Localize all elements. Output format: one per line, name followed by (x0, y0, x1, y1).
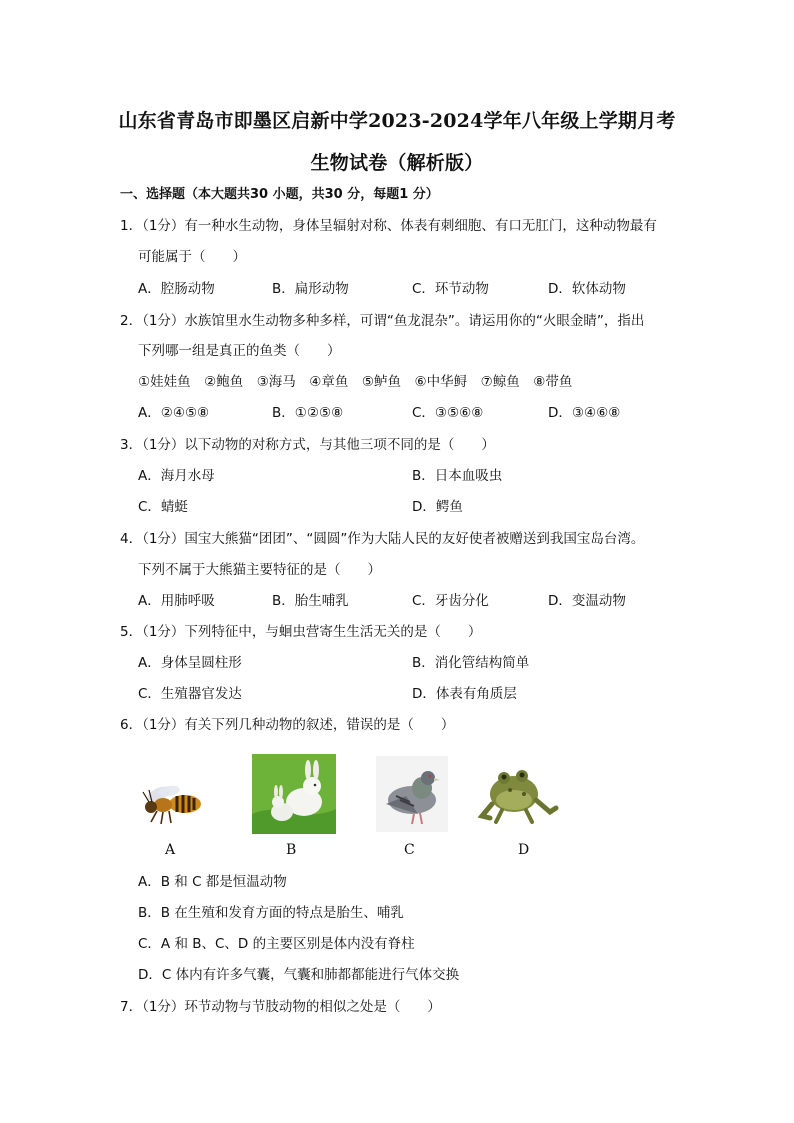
q3-option-c: C．蜻蜓 (138, 499, 188, 515)
q2-option-c: C．③⑤⑥⑧ (412, 405, 484, 421)
q5-option-a: A．身体呈圆柱形 (138, 655, 242, 671)
q3-option-b: B．日本血吸虫 (412, 468, 503, 484)
image-caption-c: C (404, 842, 415, 858)
q1-option-b: B．扁形动物 (272, 281, 349, 297)
q1-line-1: 1．（1分）有一种水生动物，身体呈辐射对称、体表有刺细胞、有口无肛门，这种动物最有 (120, 218, 657, 234)
q2-option-a: A．②④⑤⑧ (138, 405, 210, 421)
q2-line-3: ①娃娃鱼 ②鲍鱼 ③海马 ④章鱼 ⑤鲈鱼 ⑥中华鲟 ⑦鲸鱼 ⑧带鱼 (138, 374, 573, 390)
q1-option-a: A．腔肠动物 (138, 281, 215, 297)
pigeon-image (376, 756, 448, 832)
bee-image (137, 778, 209, 828)
q6-option-c: C．A 和 B、C、D 的主要区别是体内没有脊柱 (138, 936, 415, 952)
q3-option-d: D．鳄鱼 (412, 499, 463, 515)
q1-line-2: 可能属于（ ） (138, 249, 246, 265)
q4-option-c: C．牙齿分化 (412, 593, 489, 609)
image-caption-b: B (286, 842, 297, 858)
q6-option-d: D．C 体内有许多气囊，气囊和肺都都能进行气体交换 (138, 967, 460, 983)
q4-option-b: B．胎生哺乳 (272, 593, 349, 609)
title-line-2: 生物试卷（解析版） (310, 152, 484, 174)
q2-line-2: 下列哪一组是真正的鱼类（ ） (138, 343, 341, 359)
image-caption-d: D (518, 842, 530, 858)
q2-line-1: 2．（1分）水族馆里水生动物多种多样，可谓“鱼龙混杂”。请运用你的“火眼金睛”，指出 (120, 313, 645, 329)
q4-line-2: 下列不属于大熊猫主要特征的是（ ） (138, 562, 381, 578)
q7-line-1: 7．（1分）环节动物与节肢动物的相似之处是（ ） (120, 999, 441, 1015)
title-line-1: 山东省青岛市即墨区启新中学2023-2024学年八年级上学期月考 (118, 110, 676, 132)
q3-option-a: A．海月水母 (138, 468, 215, 484)
rabbits-image (252, 754, 336, 834)
q5-option-c: C．生殖器官发达 (138, 686, 242, 702)
frog-image (474, 760, 560, 826)
q4-line-1: 4．（1分）国宝大熊猫“团团”、“圆圆”作为大陆人民的友好使者被赠送到我国宝岛台湾。 (120, 531, 645, 547)
q3-line-1: 3．（1分）以下动物的对称方式，与其他三项不同的是（ ） (120, 437, 495, 453)
q5-option-b: B．消化管结构简单 (412, 655, 530, 671)
section-header: 一、选择题（本大题共30 小题，共30 分，每题1 分） (120, 187, 439, 202)
q6-option-b: B．B 在生殖和发育方面的特点是胎生、哺乳 (138, 905, 404, 921)
q6-line-1: 6．（1分）有关下列几种动物的叙述，错误的是（ ） (120, 717, 455, 733)
q4-option-d: D．变温动物 (548, 593, 626, 609)
q2-option-b: B．①②⑤⑧ (272, 405, 344, 421)
q2-option-d: D．③④⑥⑧ (548, 405, 621, 421)
q1-option-d: D．软体动物 (548, 281, 626, 297)
q1-option-c: C．环节动物 (412, 281, 489, 297)
q5-line-1: 5．（1分）下列特征中，与蛔虫营寄生生活无关的是（ ） (120, 624, 482, 640)
q4-option-a: A．用肺呼吸 (138, 593, 215, 609)
q6-option-a: A．B 和 C 都是恒温动物 (138, 874, 287, 890)
q5-option-d: D．体表有角质层 (412, 686, 517, 702)
image-caption-a: A (165, 842, 176, 858)
